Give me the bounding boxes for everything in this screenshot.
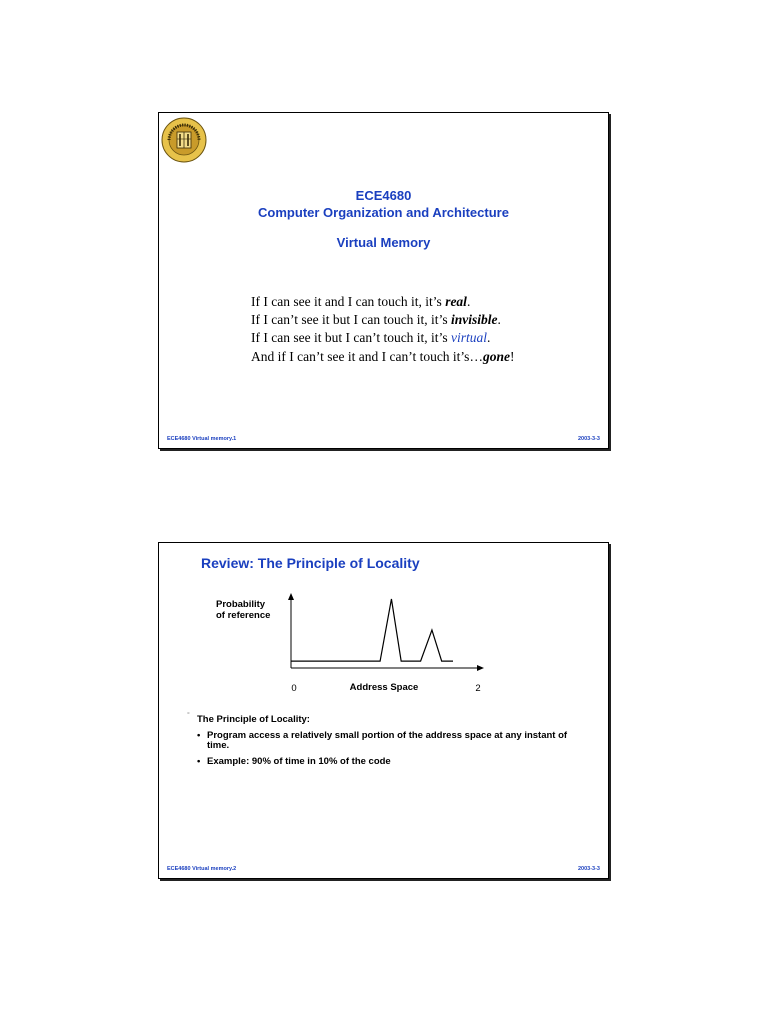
poem-line: If I can see it and I can touch it, it’s real. xyxy=(251,294,471,309)
slide-2 xyxy=(158,542,609,879)
x-tick-label-2: 2 xyxy=(475,683,481,694)
slide-footer-label: ECE4680 Virtual memory.2 xyxy=(167,866,237,872)
poem-line: And if I can’t see it and I can’t touch it’s…gone! xyxy=(251,348,515,364)
y-axis-label-line-1: Probability xyxy=(216,599,266,610)
course-name: Computer Organization and Architecture xyxy=(258,205,509,220)
bullet-mark-icon: ° xyxy=(187,712,190,719)
slide-title: Review: The Principle of Locality xyxy=(201,555,420,571)
slide-1 xyxy=(158,112,609,449)
series-line xyxy=(291,599,453,661)
course-code: ECE4680 xyxy=(355,188,412,203)
poem-line: If I can’t see it but I can touch it, it’s invisible. xyxy=(251,312,501,328)
bullet-dot-icon: • xyxy=(197,756,201,767)
lecture-topic: Virtual Memory xyxy=(336,235,431,250)
bullet-dot-icon: • xyxy=(197,730,201,741)
x-axis-label: Address Space xyxy=(349,682,419,693)
y-axis-arrow-icon xyxy=(288,593,294,600)
bullet-item: ° The Principle of Locality: xyxy=(187,712,310,725)
x-axis-arrow-icon xyxy=(477,665,484,671)
university-seal-logo xyxy=(161,117,207,163)
poem-line: If I can see it but I can’t touch it, it’s virtual. xyxy=(251,330,491,346)
sub-bullet-item: • Program access a relatively small portion of the address space at any instant of time. xyxy=(197,730,568,751)
sub-bullet-item: • Example: 90% of time in 10% of the code xyxy=(197,756,391,767)
y-axis-label-line-2: of reference xyxy=(216,610,271,621)
x-tick-label-0: 0 xyxy=(291,683,297,694)
bullet-list xyxy=(187,714,587,767)
locality-chart xyxy=(159,583,610,703)
poem xyxy=(251,293,514,366)
slide-footer-date: 2003-3-3 xyxy=(577,436,600,442)
slide-footer-date: 2003-3-3 xyxy=(577,866,600,872)
slide-footer-label: ECE4680 Virtual memory.1 xyxy=(167,436,237,442)
